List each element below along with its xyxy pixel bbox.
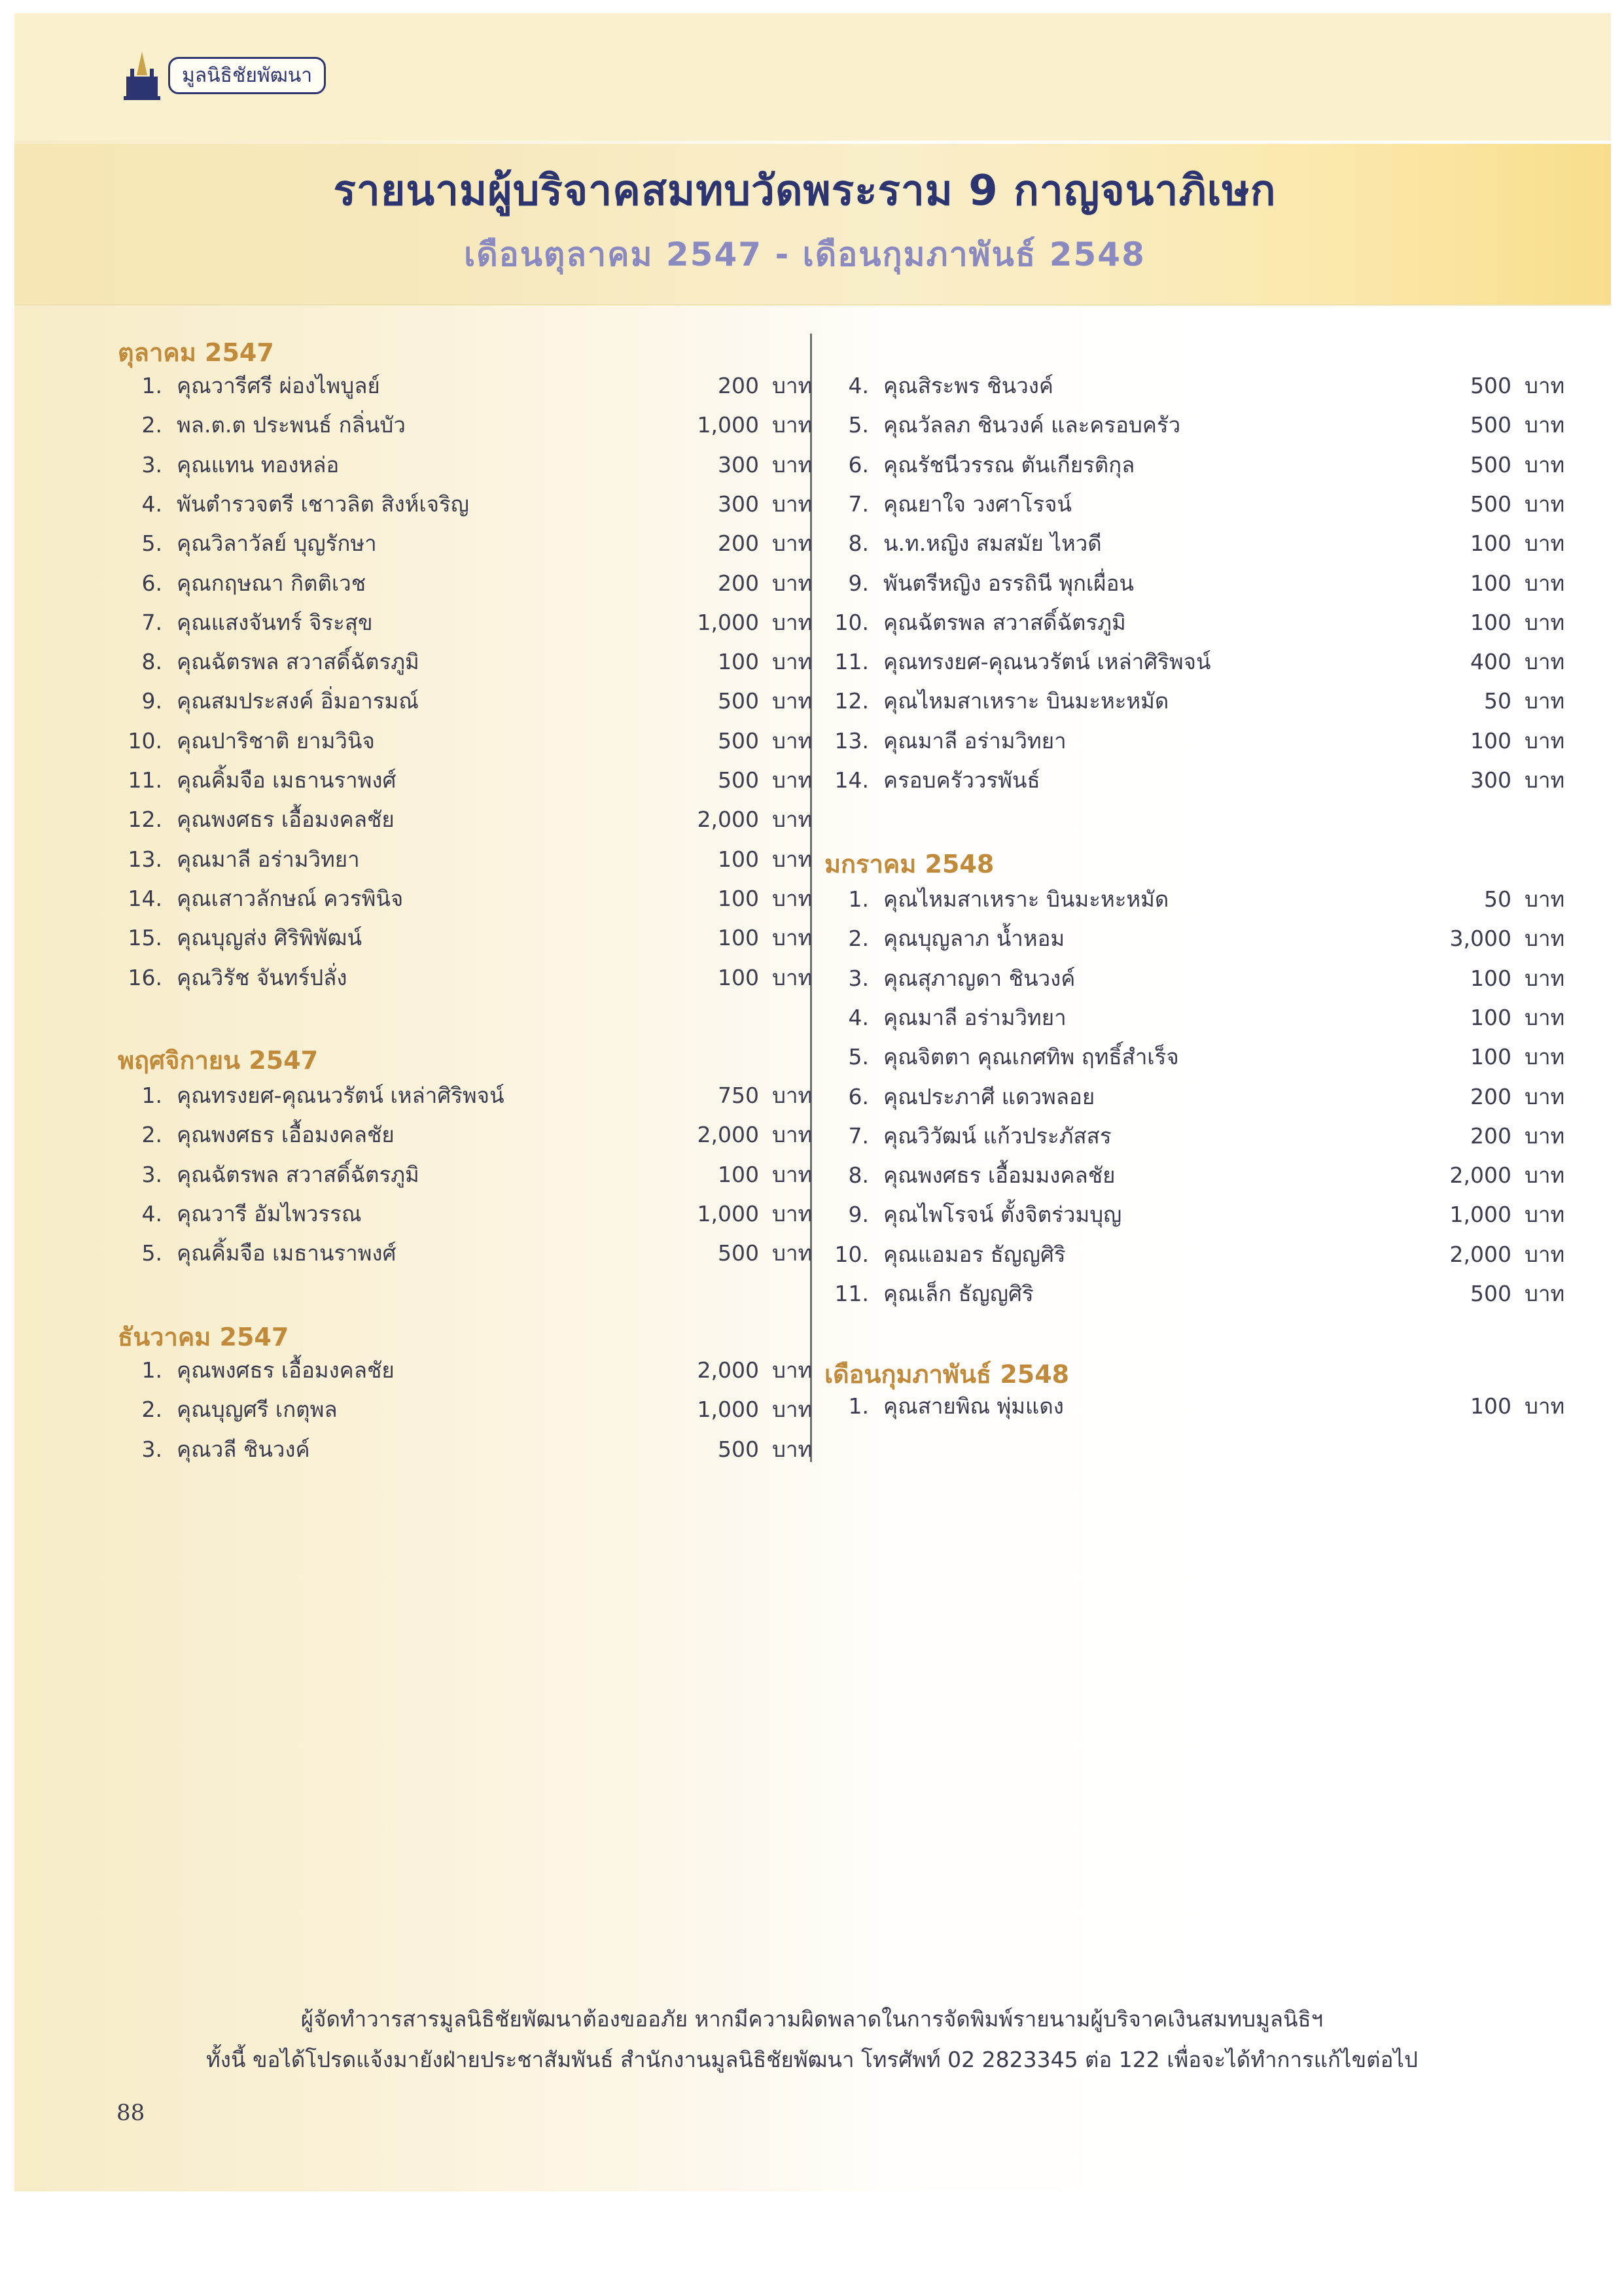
donor-entry <box>831 1156 1565 1195</box>
donor-entry <box>831 1117 1565 1156</box>
donor-entry <box>124 366 813 406</box>
currency-unit: บาท <box>1525 1044 1565 1070</box>
currency-unit: บาท <box>1525 1083 1565 1109</box>
currency-unit: บาท <box>1525 1004 1565 1030</box>
donation-amount: 400 <box>1470 649 1511 675</box>
donor-name: คุณบุญลาภ น้ำหอม <box>883 926 1065 952</box>
donor-name: พันตรีหญิง อรรถินี พุกเผื่อน <box>883 570 1134 596</box>
entry-number: 4. <box>141 491 162 517</box>
currency-unit: บาท <box>1525 727 1565 754</box>
entry-number: 4. <box>848 1004 869 1030</box>
donor-name: คุณจิตตา คุณเกศทิพ ฤทธิ์สำเร็จ <box>883 1044 1179 1070</box>
donor-name: คุณเล็ก ธัญญศิริ <box>883 1281 1034 1306</box>
currency-unit: บาท <box>1525 373 1565 398</box>
entry-number: 2. <box>141 1122 162 1148</box>
donation-amount: 1,000 <box>697 609 759 635</box>
donor-entry <box>124 958 813 998</box>
donation-amount: 200 <box>1470 1083 1511 1109</box>
donor-entry <box>831 1235 1565 1274</box>
donor-entry <box>124 682 813 721</box>
donation-amount: 200 <box>718 570 759 596</box>
donor-entry <box>124 564 813 603</box>
currency-unit: บาท <box>772 885 813 911</box>
donor-name: คุณสิระพร ชินวงค์ <box>883 373 1053 398</box>
entry-number: 6. <box>141 570 162 596</box>
donor-entry <box>124 800 813 839</box>
donor-entry <box>831 959 1565 998</box>
currency-unit: บาท <box>772 964 813 990</box>
donor-name: คุณแสงจันทร์ จิระสุข <box>177 609 373 635</box>
donor-entry <box>124 1194 813 1234</box>
donor-name: น.ท.หญิง สมสมัย ไหวดี <box>883 531 1102 557</box>
donation-amount: 100 <box>718 1161 759 1187</box>
donor-entry <box>124 485 813 524</box>
donor-entry <box>831 1274 1565 1313</box>
donor-entry <box>124 1115 813 1155</box>
entry-number: 6. <box>848 451 869 478</box>
page-number: 88 <box>116 2100 145 2126</box>
donation-amount: 1,000 <box>1449 1202 1511 1228</box>
donor-entry <box>831 603 1565 642</box>
donor-entry <box>831 564 1565 603</box>
currency-unit: บาท <box>772 1397 813 1423</box>
donor-name: คุณพงศธร เอื้อมงคลชัย <box>177 807 395 833</box>
entry-number: 1. <box>848 1393 869 1419</box>
donation-amount: 100 <box>1470 965 1511 991</box>
donor-name: คุณสมประสงค์ อิ่มอารมณ์ <box>177 688 419 714</box>
donor-name: คุณไพโรจน์ ตั้งจิตร่วมบุญ <box>883 1202 1122 1228</box>
donation-amount: 500 <box>1470 373 1511 398</box>
donor-entry <box>831 682 1565 721</box>
donor-entry <box>124 642 813 682</box>
donor-name: คุณมาลี อร่ามวิทยา <box>177 846 360 872</box>
donation-amount: 500 <box>1470 451 1511 478</box>
donor-name: คุณแอมอร ธัญญศิริ <box>883 1241 1066 1267</box>
entry-number: 14. <box>128 885 162 911</box>
donor-name: คุณฉัตรพล สวาสดิ์ฉัตรภูมิ <box>177 1161 419 1187</box>
foundation-name: มูลนิธิชัยพัฒนา <box>168 57 326 94</box>
currency-unit: บาท <box>1525 1162 1565 1189</box>
donation-amount: 500 <box>1470 1281 1511 1306</box>
currency-unit: บาท <box>772 688 813 714</box>
donor-entry <box>831 445 1565 485</box>
donor-entry <box>831 524 1565 563</box>
currency-unit: บาท <box>772 570 813 596</box>
currency-unit: บาท <box>772 491 813 517</box>
entry-number: 9. <box>848 570 869 596</box>
donor-name: คุณประภาศี แดวพลอย <box>883 1083 1095 1109</box>
currency-unit: บาท <box>772 1083 813 1108</box>
entry-number: 11. <box>128 767 162 793</box>
donation-amount: 1,000 <box>697 1200 759 1226</box>
donation-amount: 500 <box>718 1436 759 1462</box>
entry-number: 11. <box>834 649 869 675</box>
donor-name: คุณมาลี อร่ามวิทยา <box>883 727 1067 754</box>
donor-entry <box>124 1351 813 1390</box>
currency-unit: บาท <box>1525 886 1565 912</box>
donor-name: คุณทรงยศ-คุณนวรัตน์ เหล่าศิริพจน์ <box>883 649 1211 675</box>
entry-number: 1. <box>141 1357 162 1383</box>
donor-entry <box>124 761 813 800</box>
donor-name: คุณสุภาญดา ชินวงค์ <box>883 965 1076 991</box>
footer-apology: ผู้จัดทำวารสารมูลนิธิชัยพัฒนาต้องขออภัย หากมีความผิดพลาดในการจัดพิมพ์รายนามผู้บริจาคเงินสมทบมูลนิธิฯ <box>300 2006 1324 2032</box>
entry-number: 10. <box>128 727 162 754</box>
donor-entry <box>124 1155 813 1194</box>
donor-name: คุณฉัตรพล สวาสดิ์ฉัตรภูมิ <box>177 649 419 675</box>
currency-unit: บาท <box>772 925 813 951</box>
donation-amount: 300 <box>1470 767 1511 793</box>
donation-amount: 200 <box>1470 1122 1511 1149</box>
currency-unit: บาท <box>772 767 813 793</box>
currency-unit: บาท <box>1525 926 1565 952</box>
currency-unit: บาท <box>1525 609 1565 635</box>
entry-number: 2. <box>848 926 869 952</box>
month-heading: มกราคม 2548 <box>824 850 995 878</box>
donor-name: คุณสายพิณ พุ่มแดง <box>883 1393 1064 1419</box>
currency-unit: บาท <box>772 649 813 675</box>
entry-number: 9. <box>848 1202 869 1228</box>
donor-name: คุณปาริชาติ ยามวินิจ <box>177 727 375 754</box>
currency-unit: บาท <box>772 1357 813 1383</box>
month-heading: ตุลาคม 2547 <box>118 338 274 367</box>
donor-entry <box>124 1430 813 1469</box>
donor-entry <box>124 1234 813 1273</box>
currency-unit: บาท <box>772 373 813 398</box>
foundation-logo <box>122 49 326 101</box>
month-heading: ธันวาคม 2547 <box>118 1323 289 1351</box>
currency-unit: บาท <box>772 1161 813 1187</box>
currency-unit: บาท <box>1525 1241 1565 1267</box>
currency-unit: บาท <box>772 846 813 872</box>
currency-unit: บาท <box>1525 491 1565 517</box>
entry-number: 5. <box>141 531 162 557</box>
donor-entry <box>124 603 813 642</box>
donor-entry <box>831 642 1565 682</box>
entry-number: 2. <box>141 412 162 438</box>
entry-number: 11. <box>834 1281 869 1306</box>
donor-name: คุณแทน ทองหล่อ <box>177 451 340 478</box>
donation-amount: 50 <box>1484 886 1511 912</box>
donor-name: คุณวารี อัมไพวรรณ <box>177 1200 362 1226</box>
currency-unit: บาท <box>1525 649 1565 675</box>
donation-amount: 100 <box>1470 727 1511 754</box>
donor-entry <box>124 445 813 485</box>
donation-amount: 2,000 <box>697 1357 759 1383</box>
currency-unit: บาท <box>772 727 813 754</box>
entry-number: 2. <box>141 1397 162 1423</box>
donation-amount: 500 <box>718 1240 759 1266</box>
donor-entry <box>124 722 813 761</box>
entry-number: 8. <box>141 649 162 675</box>
donor-entry <box>831 1037 1565 1077</box>
currency-unit: บาท <box>772 807 813 833</box>
donation-amount: 100 <box>718 885 759 911</box>
donor-name: คุณกฤษณา กิตติเวช <box>177 570 366 596</box>
donor-name: คุณวัลลภ ชินวงค์ และครอบครัว <box>883 412 1181 438</box>
donation-amount: 1,000 <box>697 412 759 438</box>
donor-entry <box>124 1390 813 1429</box>
entry-number: 1. <box>141 373 162 398</box>
entry-number: 6. <box>848 1083 869 1109</box>
page-title: รายนามผู้บริจาคสมทบวัดพระราม 9 กาญจนาภิเษก <box>333 167 1277 215</box>
donor-entry <box>831 1387 1565 1426</box>
currency-unit: บาท <box>1525 531 1565 557</box>
donation-amount: 200 <box>718 373 759 398</box>
donor-name: ครอบครัววรพันธ์ <box>883 767 1040 793</box>
entry-number: 5. <box>848 1044 869 1070</box>
donation-amount: 100 <box>1470 1004 1511 1030</box>
entry-number: 7. <box>848 1122 869 1149</box>
entry-number: 12. <box>834 688 869 714</box>
currency-unit: บาท <box>772 1240 813 1266</box>
donor-name: คุณวิรัช จันทร์ปลั่ง <box>177 964 347 990</box>
currency-unit: บาท <box>1525 688 1565 714</box>
donation-amount: 500 <box>1470 412 1511 438</box>
donation-amount: 750 <box>718 1083 759 1108</box>
donation-amount: 500 <box>718 688 759 714</box>
entry-number: 13. <box>834 727 869 754</box>
donation-amount: 100 <box>718 964 759 990</box>
donor-name: คุณพงศธร เอื้อมงคลชัย <box>177 1122 395 1148</box>
donor-name: คุณพงศธร เอื้อมงคลชัย <box>177 1357 395 1383</box>
donor-entry <box>831 761 1565 800</box>
donor-entry <box>124 406 813 445</box>
donor-name: คุณเสาวลักษณ์ ควรพินิจ <box>177 885 404 911</box>
donation-amount: 2,000 <box>1449 1162 1511 1189</box>
donor-name: คุณไหมสาเหราะ บินมะหะหมัด <box>883 688 1169 714</box>
currency-unit: บาท <box>1525 1122 1565 1149</box>
donor-entry <box>831 1077 1565 1117</box>
donor-name: พล.ต.ต ประพนธ์ กลิ่นบัว <box>177 412 406 438</box>
entry-number: 4. <box>848 373 869 398</box>
donor-entry <box>831 1195 1565 1234</box>
footer-contact: ทั้งนี้ ขอได้โปรดแจ้งมายังฝ่ายประชาสัมพันธ์ สำนักงานมูลนิธิชัยพัฒนา โทรศัพท์ 02 2823345 ต่อ 122 เพื่อจะได้ทำการแก้ไขต่อไป <box>206 2047 1418 2072</box>
entry-number: 3. <box>141 451 162 478</box>
donor-name: คุณไหมสาเหราะ บินมะหะหมัด <box>883 886 1169 912</box>
currency-unit: บาท <box>1525 1393 1565 1419</box>
currency-unit: บาท <box>1525 965 1565 991</box>
donor-name: คุณรัชนีวรรณ ตันเกียรติกุล <box>883 451 1135 478</box>
donor-name: คุณวลี ชินวงค์ <box>177 1436 310 1462</box>
donation-amount: 3,000 <box>1449 926 1511 952</box>
donation-amount: 1,000 <box>697 1397 759 1423</box>
donation-amount: 500 <box>718 727 759 754</box>
currency-unit: บาท <box>772 1122 813 1148</box>
donation-amount: 500 <box>718 767 759 793</box>
donor-entry <box>831 919 1565 958</box>
donor-name: คุณมาลี อร่ามวิทยา <box>883 1004 1067 1030</box>
donor-name: คุณวิวัฒน์ แก้วประภัสสร <box>883 1122 1112 1149</box>
donation-amount: 50 <box>1484 688 1511 714</box>
foundation-emblem-icon <box>122 49 162 101</box>
page-subtitle: เดือนตุลาคม 2547 - เดือนกุมภาพันธ์ 2548 <box>464 235 1146 273</box>
entry-number: 5. <box>848 412 869 438</box>
entry-number: 7. <box>848 491 869 517</box>
donation-amount: 100 <box>1470 1393 1511 1419</box>
donation-amount: 100 <box>1470 1044 1511 1070</box>
donor-name: คุณบุญศรี เกตุพล <box>177 1397 338 1423</box>
donor-entry <box>831 406 1565 445</box>
month-heading: พฤศจิกายน 2547 <box>118 1046 319 1075</box>
currency-unit: บาท <box>1525 412 1565 438</box>
donation-amount: 300 <box>718 491 759 517</box>
donor-name: คุณคิ้มจือ เมธานราพงศ์ <box>177 1240 397 1266</box>
donor-entry <box>831 485 1565 524</box>
donor-entry <box>831 366 1565 406</box>
currency-unit: บาท <box>772 1436 813 1462</box>
entry-number: 1. <box>848 886 869 912</box>
donation-amount: 2,000 <box>697 1122 759 1148</box>
donation-amount: 200 <box>718 531 759 557</box>
entry-number: 5. <box>141 1240 162 1266</box>
entry-number: 10. <box>834 609 869 635</box>
donor-name: คุณวารีศรี ผ่องไพบูลย์ <box>177 373 380 398</box>
donor-entry <box>831 880 1565 919</box>
currency-unit: บาท <box>772 1200 813 1226</box>
entry-number: 8. <box>848 531 869 557</box>
currency-unit: บาท <box>772 531 813 557</box>
donation-amount: 500 <box>1470 491 1511 517</box>
donor-entry <box>124 879 813 918</box>
donor-name: คุณบุญส่ง ศิริพิพัฒน์ <box>177 925 362 951</box>
entry-number: 1. <box>141 1083 162 1108</box>
donor-entry <box>124 524 813 563</box>
donation-amount: 100 <box>718 846 759 872</box>
entry-number: 15. <box>128 925 162 951</box>
currency-unit: บาท <box>1525 451 1565 478</box>
donation-amount: 100 <box>718 649 759 675</box>
donation-amount: 100 <box>1470 609 1511 635</box>
entry-number: 12. <box>128 807 162 833</box>
entry-number: 3. <box>141 1436 162 1462</box>
donation-amount: 2,000 <box>1449 1241 1511 1267</box>
entry-number: 8. <box>848 1162 869 1189</box>
donor-entry <box>831 722 1565 761</box>
entry-number: 3. <box>848 965 869 991</box>
currency-unit: บาท <box>1525 1281 1565 1306</box>
entry-number: 7. <box>141 609 162 635</box>
donor-entry <box>124 840 813 879</box>
donor-name: คุณวิลาวัลย์ บุญรักษา <box>177 531 377 557</box>
entry-number: 4. <box>141 1200 162 1226</box>
donor-name: คุณยาใจ วงศาโรจน์ <box>883 491 1072 517</box>
entry-number: 16. <box>128 964 162 990</box>
currency-unit: บาท <box>772 451 813 478</box>
entry-number: 13. <box>128 846 162 872</box>
donation-amount: 300 <box>718 451 759 478</box>
donation-amount: 2,000 <box>697 807 759 833</box>
currency-unit: บาท <box>772 412 813 438</box>
currency-unit: บาท <box>1525 767 1565 793</box>
donation-amount: 100 <box>1470 570 1511 596</box>
donor-entry <box>124 918 813 958</box>
donation-amount: 100 <box>718 925 759 951</box>
entry-number: 3. <box>141 1161 162 1187</box>
currency-unit: บาท <box>772 609 813 635</box>
currency-unit: บาท <box>1525 570 1565 596</box>
entry-number: 10. <box>834 1241 869 1267</box>
donor-name: คุณทรงยศ-คุณนวรัตน์ เหล่าศิริพจน์ <box>177 1083 504 1108</box>
donation-amount: 100 <box>1470 531 1511 557</box>
donor-name: พันตำรวจตรี เชาวลิต สิงห์เจริญ <box>177 491 469 517</box>
donor-name: คุณคิ้มจือ เมธานราพงศ์ <box>177 767 397 793</box>
donor-name: คุณฉัตรพล สวาสดิ์ฉัตรภูมิ <box>883 609 1126 635</box>
currency-unit: บาท <box>1525 1202 1565 1228</box>
month-heading: เดือนกุมภาพันธ์ 2548 <box>824 1360 1070 1389</box>
donor-entry <box>831 998 1565 1037</box>
entry-number: 14. <box>834 767 869 793</box>
entry-number: 9. <box>141 688 162 714</box>
donor-name: คุณพงศธร เอื้อมมงคลชัย <box>883 1162 1116 1189</box>
donor-entry <box>124 1076 813 1115</box>
